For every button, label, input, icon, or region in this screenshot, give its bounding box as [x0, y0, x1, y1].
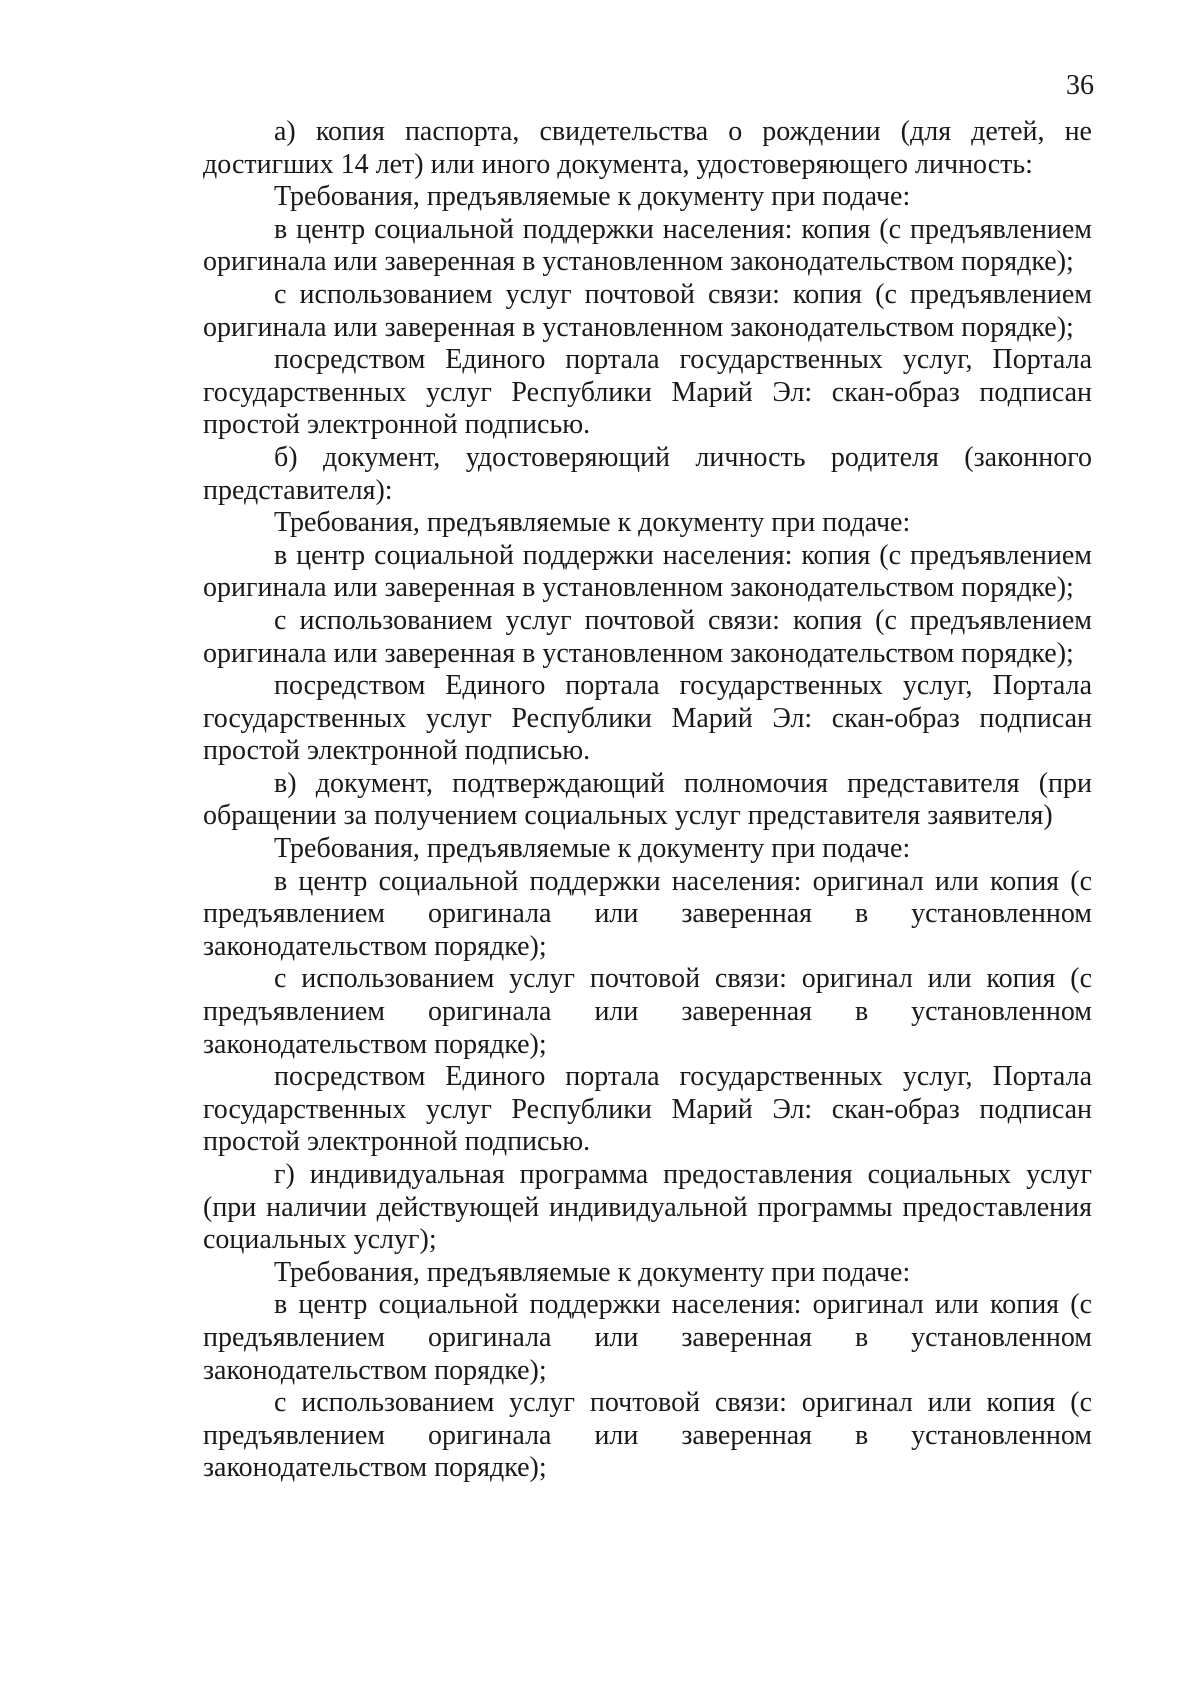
requirement-portal: посредством Единого портала государственных услуг, Портала государственных услуг Республики Марий Эл: скан-образ подписан простой электронной подписью.	[203, 1061, 1092, 1158]
requirement-postal: с использованием услуг почтовой связи: копия (с предъявлением оригинала или заверенная в установленном законодательством порядке);	[203, 278, 1092, 343]
requirements-heading: Требования, предъявляемые к документу при подаче:	[274, 1256, 911, 1288]
requirement-portal: посредством Единого портала государственных услуг, Портала государственных услуг Республики Марий Эл: скан-образ подписан простой электронной подписью.	[203, 670, 1092, 767]
requirement-social-center: в центр социальной поддержки населения: оригинал или копия (с предъявлением оригинала или заверенная в установленном законодательством порядке);	[203, 865, 1092, 962]
paragraph-item-v: в) документ, подтверждающий полномочия представителя (при обращении за получением социальных услуг представителя заявителя)	[203, 767, 1092, 832]
paragraph-item-b: б) документ, удостоверяющий личность родителя (законного представителя):	[203, 441, 1092, 506]
requirement-social-center: в центр социальной поддержки населения: копия (с предъявлением оригинала или заверенная в установленном законодательством порядке);	[203, 213, 1092, 278]
requirement-social-center: в центр социальной поддержки населения: копия (с предъявлением оригинала или заверенная в установленном законодательством порядке);	[203, 539, 1092, 604]
requirements-heading: Требования, предъявляемые к документу при подаче:	[274, 507, 911, 539]
requirement-postal: с использованием услуг почтовой связи: копия (с предъявлением оригинала или заверенная в установленном законодательством порядке);	[203, 604, 1092, 669]
paragraph-item-a: а) копия паспорта, свидетельства о рождении (для детей, не достигших 14 лет) или иного документа, удостоверяющего личность:	[203, 116, 1092, 180]
requirement-postal: с использованием услуг почтовой связи: оригинал или копия (с предъявлением оригинала или заверенная в установленном законодательством порядке);	[203, 963, 1092, 1060]
requirements-heading: Требования, предъявляемые к документу при подаче:	[274, 181, 911, 213]
paragraph-item-g: г) индивидуальная программа предоставления социальных услуг (при наличии действующей индивидуальной программы предоставления социальных услуг);	[203, 1159, 1092, 1256]
page-number: 36	[1066, 70, 1094, 101]
document-body	[203, 116, 1092, 1485]
requirements-heading: Требования, предъявляемые к документу при подаче:	[274, 833, 911, 865]
requirement-social-center: в центр социальной поддержки населения: оригинал или копия (с предъявлением оригинала или заверенная в установленном законодательством порядке);	[203, 1289, 1092, 1386]
requirement-portal: посредством Единого портала государственных услуг, Портала государственных услуг Республики Марий Эл: скан-образ подписан простой электронной подписью.	[203, 344, 1092, 441]
requirement-postal: с использованием услуг почтовой связи: оригинал или копия (с предъявлением оригинала или заверенная в установленном законодательством порядке);	[203, 1387, 1092, 1484]
